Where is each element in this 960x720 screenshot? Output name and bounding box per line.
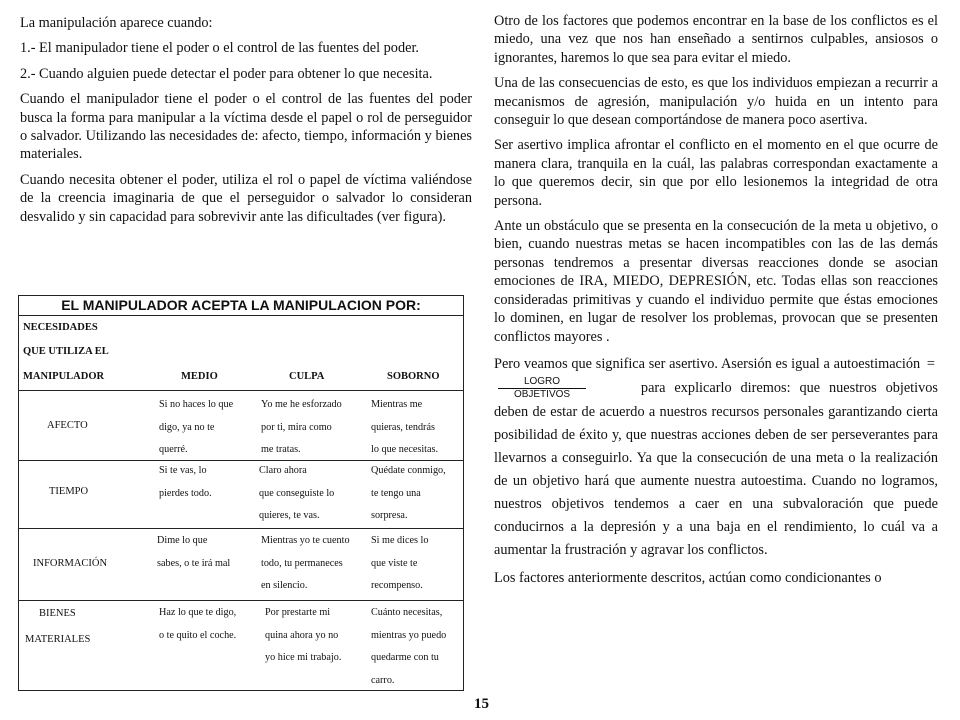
tiempo-culpa: Claro ahora que conseguiste lo quieres, te vas.: [259, 465, 335, 521]
row-label-materiales: MATERIALES: [25, 634, 91, 645]
header-culpa: CULPA: [289, 371, 325, 382]
header-needs: NECESIDADES: [23, 322, 98, 333]
row-divider-3: [19, 600, 463, 601]
afecto-culpa: Yo me he esforzado por ti, mira como me tratas.: [261, 399, 342, 455]
afecto-medio: Si no haces lo que digo, ya no te querré.: [159, 399, 234, 455]
informacion-medio: Dime lo que sabes, o te irá mal: [157, 535, 231, 569]
paragraph-obstacle: Ante un obstáculo que se presenta en la consecución de la meta u objetivo, o bien, cuando nuestras metas se hacen incompatibles con las de las demás personas tendremos a presentar diversas reacciones donde se asocian emociones de IRA, MIEDO, DEPRESIÓN, etc. Todas ellas son reacciones consideradas primitivas y cuando el individuo permite que éstas emociones lo dominen, en lugar de resolver los problemas, provocan que se presenten conflictos mayores .: [494, 218, 938, 345]
paragraph-control: Cuando el manipulador tiene el poder o el control de las fuentes del poder busca la forma para manipular a la víctima desde el papel o rol de perseguidor o salvador. Utilizando las necesidades de: afecto, tiempo, información y bienes materiales.: [20, 91, 472, 163]
intro-line: La manipulación aparece cuando:: [20, 15, 213, 31]
paragraph-victim: Cuando necesita obtener el poder, utiliza el rol o papel de víctima valiéndose de la creencia imaginaria de que el perseguidor o salvador lo consideran desvalido y sin capacidad para sobrevivir ante las dificultades (ver figura).: [20, 171, 472, 225]
informacion-soborno: Si me dices lo que viste te recompenso.: [371, 535, 429, 591]
tiempo-soborno: Quédate conmigo, te tengo una sorpresa.: [371, 465, 446, 521]
assertion-text-start: Pero veamos que significa ser asertivo. Asersión es igual a autoestimación: [494, 355, 921, 372]
tiempo-medio: Si te vas, lo pierdes todo.: [159, 465, 212, 499]
figure-title: EL MANIPULADOR ACEPTA LA MANIPULACION POR:: [61, 297, 421, 313]
header-divider: [19, 390, 463, 391]
header-manipulator: MANIPULADOR: [23, 371, 105, 382]
paragraph-assertion: [494, 353, 938, 562]
equals-sign: =: [926, 355, 935, 372]
bienes-soborno: Cuánto necesitas, mientras yo puedo quedarme con tu carro.: [371, 607, 447, 686]
assertion-text-rest: para explicarlo diremos: que nuestros objetivos deben de estar de acuerdo a nuestros recursos personales garantizando cierta posibilidad de éxito y, que nuestras acciones deben de ser perseverantes para llevarnos a conseguirlo. Ya que la consecución de una meta o la realización de un objetivo hará que aumente nuestra autoestima. Cuando no logramos, nuestros objetivos tendemos a caer en una subvaloración que puede conducirnos a la depresión y a una baja en el rendimiento, lo cuál va a aumentar la frustración y agravar los conflictos.: [494, 379, 938, 558]
row-divider-2: [19, 528, 463, 529]
afecto-soborno: Mientras me quieras, tendrás lo que necesitas.: [371, 399, 439, 455]
header-uses: QUE UTILIZA EL: [23, 346, 109, 357]
fraction-denominator: OBJETIVOS: [513, 388, 571, 400]
paragraph-consequences: Una de las consecuencias de esto, es que los individuos empiezan a recurrir a mecanismos de agresión, manipulación y/o huida en un intento para conseguir lo que desean comportándose de manera poco asertiva.: [494, 75, 938, 129]
left-column: [20, 14, 472, 233]
list-item-1: 1.- El manipulador tiene el poder o el control de las fuentes del poder.: [20, 40, 419, 57]
row-label-tiempo: TIEMPO: [49, 486, 89, 497]
row-label-bienes: BIENES: [39, 608, 76, 619]
paragraph-assertive: Ser asertivo implica afrontar el conflicto en el momento en el que ocurre de manera clara, tranquila en la cuál, las palabras correspondan exactamente a lo que queremos decir, sin que por ello lesionemos la integridad de otra persona.: [494, 137, 938, 209]
list-item-2: 2.- Cuando alguien puede detectar el poder para obtener lo que necesita.: [20, 65, 433, 82]
bienes-culpa: Por prestarte mi quina ahora yo no yo hice mi trabajo.: [265, 607, 342, 663]
paragraph-fear: Otro de los factores que podemos encontrar en la base de los conflictos es el miedo, una vez que nos han enseñado a sentirnos culpables, ansiosos o ignorantes, haremos lo que sea para evitar el miedo.: [494, 13, 938, 66]
header-medio: MEDIO: [181, 371, 218, 382]
figure-title-divider: [19, 315, 463, 316]
row-label-afecto: AFECTO: [47, 420, 88, 431]
bienes-medio: Haz lo que te digo, o te quito el coche.: [159, 607, 237, 641]
page-number: 15: [474, 696, 489, 712]
fraction-numerator: LOGRO: [498, 376, 586, 389]
right-column: [494, 12, 938, 594]
row-label-informacion: INFORMACIÓN: [33, 558, 108, 569]
fraction: [498, 376, 586, 401]
informacion-culpa: Mientras yo te cuento todo, tu permaneces en silencio.: [261, 535, 350, 591]
paragraph-factors: Los factores anteriormente descritos, actúan como condicionantes o: [494, 569, 882, 586]
header-soborno: SOBORNO: [387, 371, 440, 382]
manipulation-figure-table: [18, 295, 464, 691]
